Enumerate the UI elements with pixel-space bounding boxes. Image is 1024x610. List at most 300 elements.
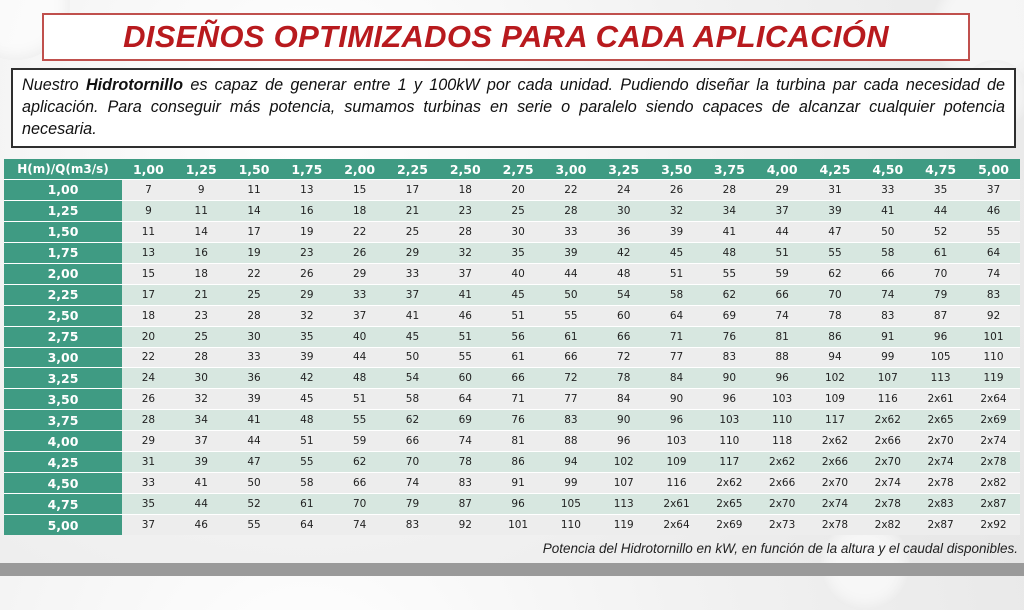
row-header: 1,75 [4,242,122,263]
intro-text-box [11,68,1016,148]
table-cell: 86 [809,326,862,347]
table-cell: 70 [809,284,862,305]
table-cell: 42 [280,368,333,389]
table-cell: 2x62 [861,410,914,431]
table-cell: 58 [650,284,703,305]
table-cell: 32 [650,200,703,221]
table-row [4,368,1020,389]
table-cell: 45 [280,389,333,410]
table-cell: 113 [597,494,650,515]
table-cell: 29 [756,180,809,201]
table-cell: 44 [175,494,228,515]
table-cell: 61 [545,326,598,347]
column-header: 3,75 [703,159,756,180]
table-cell: 32 [175,389,228,410]
table-cell: 64 [967,242,1020,263]
table-cell: 96 [703,389,756,410]
table-cell: 37 [756,200,809,221]
table-cell: 88 [545,431,598,452]
table-cell: 51 [756,242,809,263]
table-cell: 19 [228,242,281,263]
table-cell: 110 [967,347,1020,368]
table-cell: 33 [861,180,914,201]
table-cell: 76 [492,410,545,431]
table-cell: 17 [228,221,281,242]
table-cell: 62 [333,452,386,473]
table-cell: 61 [492,347,545,368]
table-cell: 66 [333,473,386,494]
table-cell: 44 [228,431,281,452]
column-header: 4,25 [809,159,862,180]
table-cell: 51 [280,431,333,452]
table-cell: 87 [439,494,492,515]
table-cell: 15 [333,180,386,201]
table-cell: 2x87 [967,494,1020,515]
table-cell: 11 [175,200,228,221]
row-header: 1,25 [4,200,122,221]
power-table-container [4,159,1020,535]
table-cell: 72 [545,368,598,389]
table-cell: 22 [545,180,598,201]
table-row [4,452,1020,473]
table-cell: 2x61 [650,494,703,515]
table-cell: 77 [650,347,703,368]
table-cell: 25 [228,284,281,305]
table-cell: 2x74 [809,494,862,515]
table-cell: 18 [122,305,175,326]
table-cell: 79 [386,494,439,515]
table-row [4,221,1020,242]
table-cell: 74 [386,473,439,494]
table-cell: 37 [333,305,386,326]
table-cell: 50 [228,473,281,494]
table-cell: 40 [333,326,386,347]
table-cell: 102 [809,368,862,389]
table-cell: 28 [703,180,756,201]
table-cell: 29 [386,242,439,263]
table-body [4,180,1020,536]
table-cell: 34 [175,410,228,431]
table-cell: 58 [386,389,439,410]
table-cell: 117 [809,410,862,431]
table-cell: 19 [280,221,333,242]
table-cell: 118 [756,431,809,452]
table-cell: 47 [228,452,281,473]
table-cell: 54 [386,368,439,389]
table-cell: 25 [175,326,228,347]
table-row [4,305,1020,326]
row-header: 3,25 [4,368,122,389]
table-cell: 48 [333,368,386,389]
table-cell: 36 [228,368,281,389]
table-cell: 2x65 [914,410,967,431]
table-cell: 107 [597,473,650,494]
table-cell: 2x69 [967,410,1020,431]
table-cell: 83 [386,515,439,536]
table-cell: 70 [333,494,386,515]
table-cell: 66 [597,326,650,347]
table-cell: 23 [439,200,492,221]
table-cell: 37 [122,515,175,536]
table-row [4,515,1020,536]
table-cell: 42 [597,242,650,263]
table-cell: 96 [492,494,545,515]
table-cell: 74 [333,515,386,536]
row-header: 3,75 [4,410,122,431]
table-cell: 45 [650,242,703,263]
table-cell: 83 [545,410,598,431]
table-cell: 2x82 [861,515,914,536]
table-cell: 105 [914,347,967,368]
column-header: 3,50 [650,159,703,180]
table-cell: 40 [492,263,545,284]
table-cell: 2x74 [861,473,914,494]
table-cell: 90 [650,389,703,410]
row-header: 4,50 [4,473,122,494]
table-cell: 33 [333,284,386,305]
table-cell: 2x61 [914,389,967,410]
table-cell: 2x74 [967,431,1020,452]
table-cell: 77 [545,389,598,410]
table-cell: 62 [703,284,756,305]
table-cell: 2x92 [967,515,1020,536]
table-cell: 52 [228,494,281,515]
column-header: 1,75 [280,159,333,180]
table-row [4,431,1020,452]
table-row [4,494,1020,515]
table-cell: 2x69 [703,515,756,536]
table-cell: 83 [967,284,1020,305]
column-header: 4,50 [861,159,914,180]
table-cell: 66 [386,431,439,452]
table-cell: 50 [545,284,598,305]
table-cell: 94 [545,452,598,473]
table-cell: 28 [122,410,175,431]
table-cell: 58 [861,242,914,263]
table-cell: 13 [122,242,175,263]
row-header: 4,75 [4,494,122,515]
table-cell: 119 [597,515,650,536]
table-cell: 26 [333,242,386,263]
table-cell: 83 [703,347,756,368]
table-cell: 16 [280,200,333,221]
row-header: 2,00 [4,263,122,284]
table-cell: 45 [386,326,439,347]
table-row [4,180,1020,201]
row-header: 1,00 [4,180,122,201]
table-cell: 84 [597,389,650,410]
table-cell: 110 [756,410,809,431]
table-cell: 32 [280,305,333,326]
table-cell: 84 [650,368,703,389]
table-cell: 51 [439,326,492,347]
table-cell: 2x78 [861,494,914,515]
table-cell: 51 [333,389,386,410]
intro-product-name: Hidrotornillo [85,76,184,94]
table-cell: 109 [650,452,703,473]
table-cell: 37 [175,431,228,452]
table-cell: 90 [597,410,650,431]
row-header: 3,50 [4,389,122,410]
table-cell: 90 [703,368,756,389]
table-cell: 103 [756,389,809,410]
table-cell: 28 [545,200,598,221]
table-cell: 37 [386,284,439,305]
table-cell: 29 [333,263,386,284]
table-cell: 113 [914,368,967,389]
table-cell: 17 [122,284,175,305]
table-cell: 96 [756,368,809,389]
table-cell: 66 [861,263,914,284]
table-cell: 55 [967,221,1020,242]
table-cell: 2x62 [756,452,809,473]
table-cell: 26 [650,180,703,201]
table-cell: 18 [333,200,386,221]
table-cell: 41 [861,200,914,221]
table-cell: 48 [597,263,650,284]
table-cell: 69 [439,410,492,431]
table-cell: 74 [967,263,1020,284]
table-cell: 33 [386,263,439,284]
table-row [4,242,1020,263]
table-cell: 78 [809,305,862,326]
table-cell: 41 [386,305,439,326]
table-cell: 24 [122,368,175,389]
table-cell: 2x78 [809,515,862,536]
table-cell: 79 [914,284,967,305]
table-cell: 55 [703,263,756,284]
table-cell: 34 [703,200,756,221]
column-header: 2,00 [333,159,386,180]
table-cell: 32 [439,242,492,263]
table-cell: 2x78 [967,452,1020,473]
table-cell: 37 [967,180,1020,201]
table-cell: 102 [597,452,650,473]
table-cell: 91 [861,326,914,347]
row-header: 2,75 [4,326,122,347]
table-corner-label: H(m)/Q(m3/s) [4,159,122,180]
table-cell: 2x74 [914,452,967,473]
table-cell: 46 [967,200,1020,221]
table-cell: 33 [122,473,175,494]
table-cell: 54 [597,284,650,305]
table-cell: 2x62 [703,473,756,494]
table-cell: 2x83 [914,494,967,515]
table-cell: 18 [439,180,492,201]
table-cell: 78 [597,368,650,389]
table-cell: 52 [914,221,967,242]
table-row [4,284,1020,305]
table-cell: 78 [439,452,492,473]
table-cell: 60 [439,368,492,389]
table-cell: 81 [756,326,809,347]
table-cell: 86 [492,452,545,473]
table-cell: 96 [597,431,650,452]
table-cell: 2x78 [914,473,967,494]
table-cell: 50 [386,347,439,368]
table-cell: 61 [914,242,967,263]
table-row [4,326,1020,347]
table-cell: 46 [439,305,492,326]
table-row [4,410,1020,431]
table-cell: 28 [439,221,492,242]
table-cell: 91 [492,473,545,494]
table-cell: 29 [122,431,175,452]
column-header: 3,25 [597,159,650,180]
table-cell: 2x66 [756,473,809,494]
table-cell: 14 [175,221,228,242]
column-header: 1,00 [122,159,175,180]
intro-text-rest: es capaz de generar entre 1 y 100kW por cada unidad. Pudiendo diseñar la turbina par cada necesidad de aplicación. Para conseguir más potencia, sumamos turbinas en serie o paralelo siendo capaces de alcanzar cualquier potencia necesaria. [22,76,1005,138]
table-cell: 13 [280,180,333,201]
table-cell: 30 [492,221,545,242]
table-cell: 35 [914,180,967,201]
table-cell: 2x66 [809,452,862,473]
table-cell: 14 [228,200,281,221]
table-cell: 44 [545,263,598,284]
table-cell: 117 [703,452,756,473]
table-cell: 39 [228,389,281,410]
table-row [4,347,1020,368]
table-cell: 48 [280,410,333,431]
table-cell: 110 [703,431,756,452]
row-header: 3,00 [4,347,122,368]
table-cell: 26 [122,389,175,410]
table-cell: 55 [280,452,333,473]
table-cell: 71 [650,326,703,347]
slide-title: DISEÑOS OPTIMIZADOS PARA CADA APLICACIÓN [123,19,889,54]
table-cell: 41 [175,473,228,494]
table-cell: 28 [175,347,228,368]
table-cell: 83 [861,305,914,326]
table-cell: 9 [175,180,228,201]
column-header: 4,75 [914,159,967,180]
table-cell: 41 [439,284,492,305]
table-cell: 11 [228,180,281,201]
table-cell: 2x64 [967,389,1020,410]
column-header: 2,50 [439,159,492,180]
table-cell: 25 [386,221,439,242]
table-cell: 15 [122,263,175,284]
table-cell: 87 [914,305,967,326]
table-cell: 30 [597,200,650,221]
table-cell: 2x64 [650,515,703,536]
table-cell: 35 [122,494,175,515]
table-cell: 59 [333,431,386,452]
table-cell: 116 [861,389,914,410]
table-cell: 33 [228,347,281,368]
table-cell: 83 [439,473,492,494]
table-cell: 74 [756,305,809,326]
table-cell: 21 [175,284,228,305]
table-cell: 9 [122,200,175,221]
table-cell: 119 [967,368,1020,389]
table-cell: 2x66 [861,431,914,452]
table-cell: 31 [122,452,175,473]
table-cell: 22 [122,347,175,368]
table-cell: 18 [175,263,228,284]
table-cell: 26 [280,263,333,284]
table-cell: 7 [122,180,175,201]
table-cell: 66 [492,368,545,389]
table-cell: 46 [175,515,228,536]
table-cell: 48 [703,242,756,263]
table-cell: 51 [650,263,703,284]
table-cell: 59 [756,263,809,284]
table-cell: 23 [175,305,228,326]
table-cell: 101 [492,515,545,536]
table-cell: 55 [545,305,598,326]
table-cell: 56 [492,326,545,347]
intro-text-start: Nuestro [22,76,86,94]
table-cell: 35 [492,242,545,263]
table-cell: 74 [439,431,492,452]
table-cell: 72 [597,347,650,368]
table-row [4,389,1020,410]
table-cell: 39 [175,452,228,473]
column-header: 1,25 [175,159,228,180]
table-cell: 96 [650,410,703,431]
table-cell: 39 [545,242,598,263]
table-cell: 2x70 [809,473,862,494]
table-cell: 107 [861,368,914,389]
table-cell: 66 [545,347,598,368]
table-cell: 99 [861,347,914,368]
table-row [4,200,1020,221]
table-cell: 71 [492,389,545,410]
table-cell: 22 [333,221,386,242]
table-cell: 103 [703,410,756,431]
table-caption: Potencia del Hidrotornillo en kW, en función de la altura y el caudal disponibles. [542,541,1018,556]
column-header: 2,75 [492,159,545,180]
table-cell: 92 [439,515,492,536]
row-header: 4,00 [4,431,122,452]
table-cell: 92 [967,305,1020,326]
table-cell: 94 [809,347,862,368]
table-cell: 35 [280,326,333,347]
table-cell: 110 [545,515,598,536]
table-cell: 62 [386,410,439,431]
table-cell: 61 [280,494,333,515]
table-cell: 81 [492,431,545,452]
table-cell: 28 [228,305,281,326]
table-cell: 99 [545,473,598,494]
table-cell: 44 [914,200,967,221]
table-cell: 105 [545,494,598,515]
row-header: 2,50 [4,305,122,326]
table-cell: 44 [756,221,809,242]
table-cell: 101 [967,326,1020,347]
table-cell: 31 [809,180,862,201]
table-cell: 60 [597,305,650,326]
table-header-row [4,159,1020,180]
table-cell: 37 [439,263,492,284]
row-header: 2,25 [4,284,122,305]
table-cell: 30 [228,326,281,347]
column-header: 5,00 [967,159,1020,180]
table-cell: 16 [175,242,228,263]
table-cell: 55 [809,242,862,263]
table-cell: 55 [333,410,386,431]
table-cell: 103 [650,431,703,452]
table-cell: 70 [914,263,967,284]
table-cell: 64 [439,389,492,410]
table-cell: 47 [809,221,862,242]
table-cell: 55 [228,515,281,536]
row-header: 4,25 [4,452,122,473]
table-cell: 2x62 [809,431,862,452]
table-cell: 64 [650,305,703,326]
